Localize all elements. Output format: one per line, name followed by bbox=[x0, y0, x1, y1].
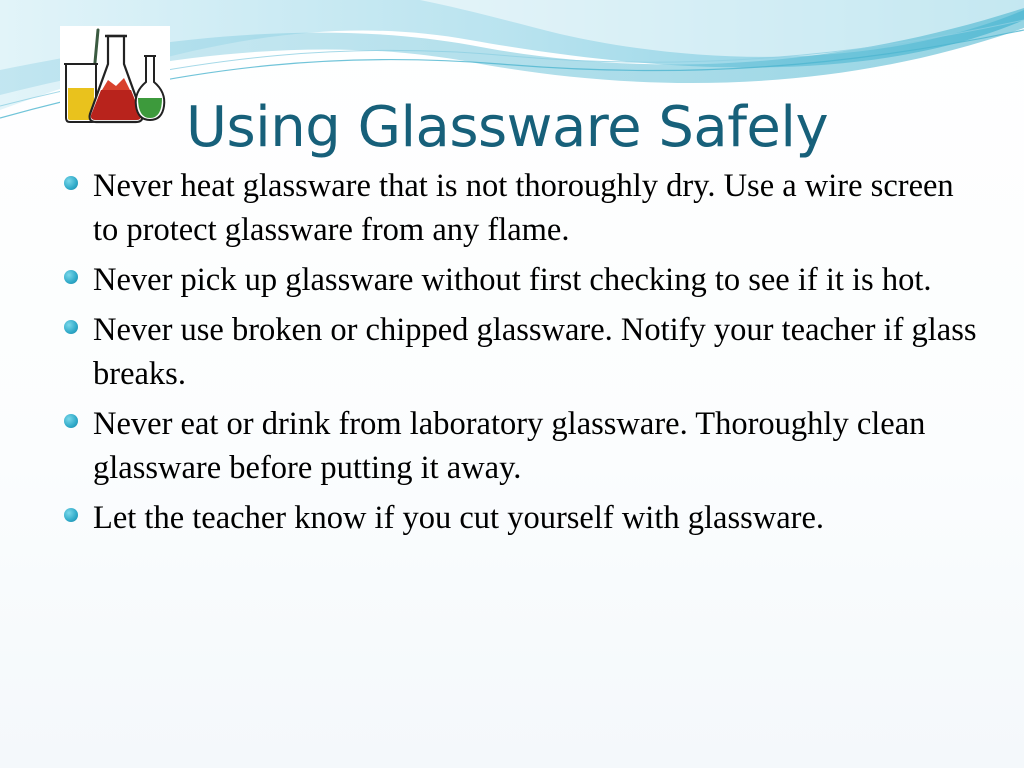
bullet-text: Never eat or drink from laboratory glassware. Thoroughly clean glassware before putting it away. bbox=[93, 406, 926, 486]
bullet-text: Never use broken or chipped glassware. Notify your teacher if glass breaks. bbox=[93, 312, 977, 392]
bullet-dot-icon bbox=[64, 320, 78, 334]
lab-glassware-icon bbox=[60, 26, 170, 130]
bullet-item bbox=[62, 402, 982, 490]
slide-title: Using Glassware Safely bbox=[186, 95, 829, 160]
bullet-item bbox=[62, 164, 982, 252]
bullet-item bbox=[62, 308, 982, 396]
bullet-dot-icon bbox=[64, 508, 78, 522]
bullet-text: Never heat glassware that is not thoroughly dry. Use a wire screen to protect glassware from any flame. bbox=[93, 168, 954, 248]
bullet-text: Let the teacher know if you cut yourself with glassware. bbox=[93, 500, 825, 536]
bullet-dot-icon bbox=[64, 414, 78, 428]
bullet-text: Never pick up glassware without first checking to see if it is hot. bbox=[93, 262, 932, 298]
bullet-dot-icon bbox=[64, 176, 78, 190]
bullet-dot-icon bbox=[64, 270, 78, 284]
bullet-item bbox=[62, 496, 982, 540]
bullet-item bbox=[62, 258, 982, 302]
bullet-list bbox=[62, 164, 982, 546]
